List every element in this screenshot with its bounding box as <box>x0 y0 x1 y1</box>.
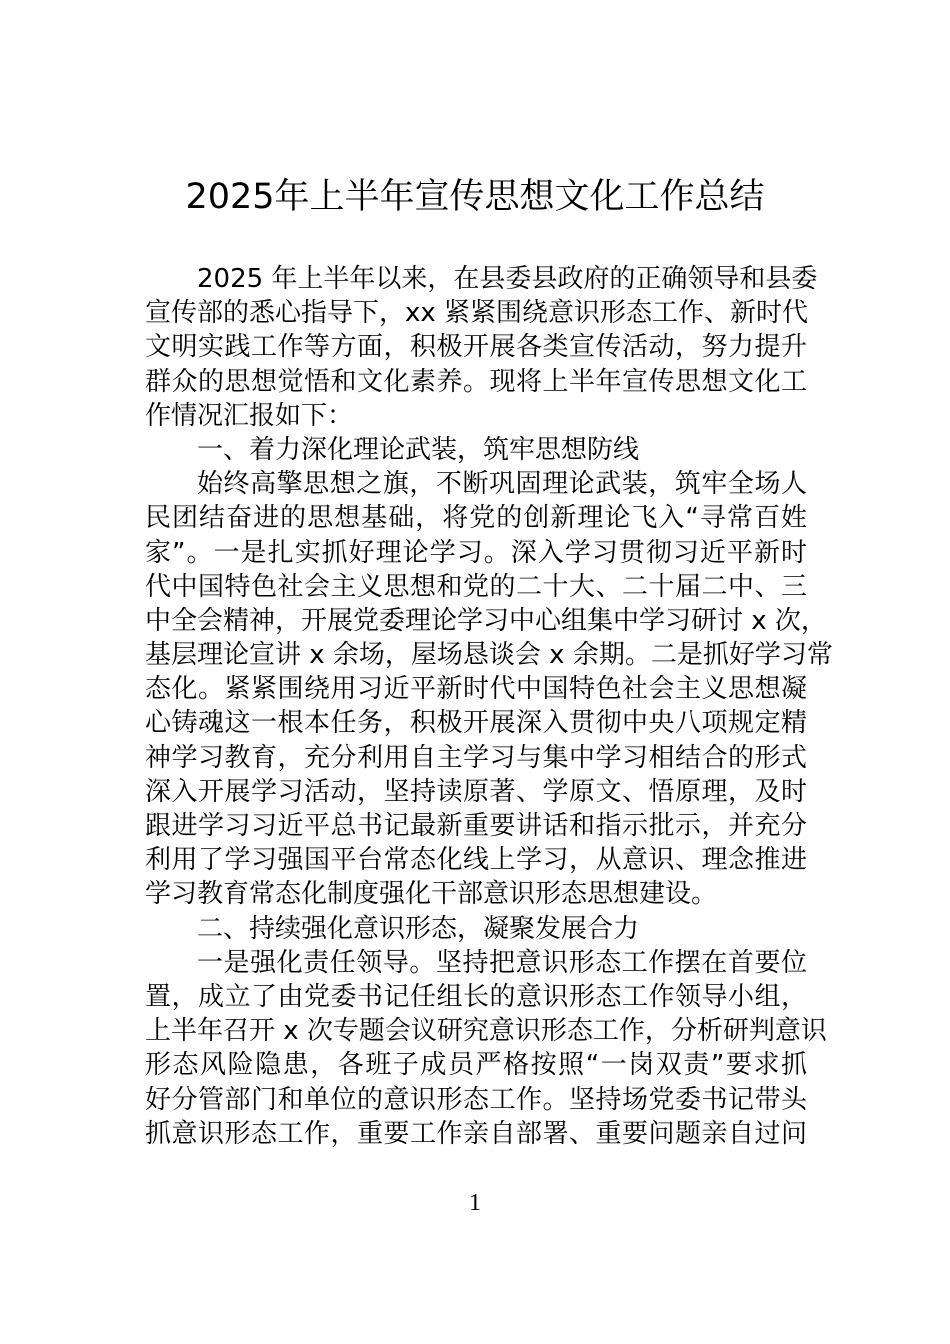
paragraph-line: 形态风险隐患，各班子成员严格按照“一岗双责”要求抓 <box>145 1050 807 1081</box>
paragraph-line: 心铸魂这一根本任务，积极开展深入贯彻中央八项规定精 <box>145 708 807 739</box>
paragraph-line: 代中国特色社会主义思想和党的二十大、二十届二中、三 <box>145 571 807 602</box>
paragraph-line: 宣传部的悉心指导下，xx 紧紧围绕意识形态工作、新时代 <box>145 298 809 329</box>
paragraph-line: 跟进学习习近平总书记最新重要讲话和指示批示，并充分 <box>145 811 807 841</box>
paragraph-line: 文明实践工作等方面，积极开展各类宣传活动，努力提升 <box>145 332 807 363</box>
paragraph-line: 神学习教育，充分利用自主学习与集中学习相结合的形式 <box>145 742 807 773</box>
paragraph-line: 好分管部门和单位的意识形态工作。坚持场党委书记带头 <box>145 1084 807 1115</box>
paragraph-first-line: 一是强化责任领导。坚持把意识形态工作摆在首要位 <box>197 947 807 978</box>
paragraph-line: 上半年召开 x 次专题会议研究意识形态工作，分析研判意识 <box>145 1016 827 1047</box>
document-body <box>145 262 833 1151</box>
paragraph-first-line: 始终高擎思想之旗，不断巩固理论武装，筑牢全场人 <box>197 469 807 500</box>
paragraph-line: 群众的思想觉悟和文化素养。现将上半年宣传思想文化工 <box>145 366 807 397</box>
paragraph-line: 利用了学习强国平台常态化线上学习，从意识、理念推进 <box>145 845 807 876</box>
paragraph-line: 基层理论宣讲 x 余场，屋场恳谈会 x 余期。二是抓好学习常 <box>145 640 833 671</box>
paragraph-first-line: 二、持续强化意识形态，凝聚发展合力 <box>197 913 640 944</box>
paragraph-line: 态化。紧紧围绕用习近平新时代中国特色社会主义思想凝 <box>145 674 807 705</box>
paragraph-line: 置，成立了由党委书记任组长的意识形态工作领导小组， <box>145 981 807 1012</box>
paragraph-line: 作情况汇报如下： <box>145 400 354 431</box>
paragraph-line: 学习教育常态化制度强化干部意识形态思想建设。 <box>145 879 718 910</box>
document-title: 2025年上半年宣传思想文化工作总结 <box>185 177 765 217</box>
paragraph-line: 家”。一是扎实抓好理论学习。深入学习贯彻习近平新时 <box>145 537 807 568</box>
page-number: 1 <box>469 1190 481 1216</box>
paragraph-first-line: 2025 年上半年以来，在县委县政府的正确领导和县委 <box>197 264 818 294</box>
paragraph-line: 中全会精神，开展党委理论学习中心组集中学习研讨 x 次， <box>145 605 827 636</box>
paragraph-line: 抓意识形态工作，重要工作亲自部署、重要问题亲自过问 <box>145 1118 807 1149</box>
paragraph-first-line: 一、着力深化理论武装，筑牢思想防线 <box>197 434 640 465</box>
paragraph-line: 深入开展学习活动，坚持读原著、学原文、悟原理，及时 <box>145 776 807 807</box>
paragraph-line: 民团结奋进的思想基础，将党的创新理论飞入“寻常百姓 <box>145 503 807 534</box>
